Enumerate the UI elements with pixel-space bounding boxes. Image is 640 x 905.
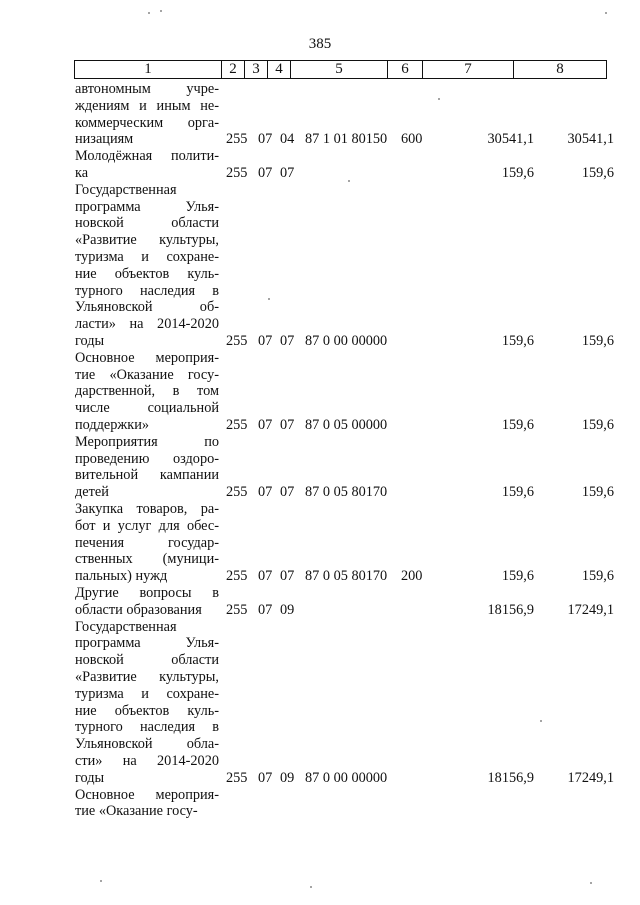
header-col-3: 3 xyxy=(245,61,268,79)
cell-col-4: 07 xyxy=(280,484,295,501)
cell-col-7: 159,6 xyxy=(501,568,534,585)
row-name-line: ждениям и иным не- xyxy=(75,97,219,114)
cell-col-5: 87 1 01 80150 xyxy=(305,131,388,148)
scan-speck xyxy=(348,180,350,182)
cell-col-5: 87 0 05 00000 xyxy=(305,416,388,433)
row-name-line: программа Улья- xyxy=(75,198,219,215)
row-name-line: Мероприятия по xyxy=(75,433,219,450)
cell-col-5: 87 0 00 00000 xyxy=(305,769,388,786)
cell-col-4: 09 xyxy=(280,769,295,786)
cell-col-5: 87 0 00 00000 xyxy=(305,332,388,349)
row-name-line: Другие вопросы в xyxy=(75,585,219,601)
cell-col-4: 07 xyxy=(280,416,295,433)
row-name xyxy=(75,182,219,350)
cell-col-4: 09 xyxy=(280,601,295,618)
table-header xyxy=(74,60,607,79)
cell-col-6: 600 xyxy=(401,131,423,148)
scan-speck xyxy=(160,10,162,12)
cell-col-3: 07 xyxy=(258,601,273,618)
row-name-line: Основное мероприя- xyxy=(75,786,219,803)
scan-speck xyxy=(438,98,440,100)
row-name xyxy=(75,501,219,585)
row-name-line: коммерческим орга- xyxy=(75,114,219,131)
cell-col-6: 200 xyxy=(401,568,423,585)
cell-col-5: 87 0 05 80170 xyxy=(305,484,388,501)
header-col-5: 5 xyxy=(291,61,388,79)
row-name-line: «Развитие культуры, xyxy=(75,668,219,685)
cell-col-3: 07 xyxy=(258,484,273,501)
cell-col-8: 159,6 xyxy=(581,416,614,433)
row-name xyxy=(75,619,219,787)
header-col-2: 2 xyxy=(222,61,245,79)
header-col-4: 4 xyxy=(268,61,291,79)
row-name-line: проведению оздоро- xyxy=(75,450,219,467)
table-row xyxy=(0,501,640,585)
row-name-line: вительной кампании xyxy=(75,467,219,484)
cell-col-3: 07 xyxy=(258,164,273,181)
table-row xyxy=(0,585,640,619)
cell-col-5: 87 0 05 80170 xyxy=(305,568,388,585)
row-name-line: детей xyxy=(75,484,109,501)
header-col-8: 8 xyxy=(514,61,607,79)
row-name-line: турного наследия в xyxy=(75,719,219,736)
row-name xyxy=(75,434,219,501)
row-name-line: пальных) нужд xyxy=(75,568,168,585)
cell-col-2: 255 xyxy=(226,164,248,181)
cell-col-8: 159,6 xyxy=(581,332,614,349)
row-name-line: тие «Оказание госу- xyxy=(75,803,198,820)
row-name-line: Ульяновской обла- xyxy=(75,736,219,753)
cell-col-8: 30541,1 xyxy=(567,131,614,148)
row-name-line: годы xyxy=(75,769,105,786)
cell-col-4: 07 xyxy=(280,332,295,349)
page-number: 385 xyxy=(308,36,332,52)
table-row xyxy=(0,434,640,501)
row-name-line: турного наследия в xyxy=(75,282,219,299)
cell-col-2: 255 xyxy=(226,568,248,585)
row-name xyxy=(75,585,219,619)
cell-col-7: 159,6 xyxy=(501,164,534,181)
scan-speck xyxy=(540,720,542,722)
header-col-7: 7 xyxy=(423,61,514,79)
cell-col-2: 255 xyxy=(226,131,248,148)
row-name-line: сти» на 2014-2020 xyxy=(75,752,219,769)
row-name-line: Государственная xyxy=(75,618,177,635)
table-row xyxy=(0,787,640,821)
row-name-line: туризма и сохране- xyxy=(75,248,219,265)
scan-speck xyxy=(605,12,607,14)
cell-col-7: 159,6 xyxy=(501,332,534,349)
row-name-line: низациям xyxy=(75,131,134,148)
row-name xyxy=(75,350,219,434)
row-name-line: Закупка товаров, ра- xyxy=(75,501,219,517)
cell-col-8: 17249,1 xyxy=(567,769,614,786)
header-col-6: 6 xyxy=(388,61,423,79)
table-row xyxy=(0,619,640,787)
cell-col-8: 159,6 xyxy=(581,568,614,585)
cell-col-3: 07 xyxy=(258,769,273,786)
cell-col-2: 255 xyxy=(226,484,248,501)
cell-col-7: 30541,1 xyxy=(487,131,534,148)
table-row xyxy=(0,350,640,434)
cell-col-3: 07 xyxy=(258,131,273,148)
header-col-1: 1 xyxy=(75,61,222,79)
cell-col-2: 255 xyxy=(226,332,248,349)
row-name-line: ка xyxy=(75,164,89,181)
cell-col-7: 159,6 xyxy=(501,484,534,501)
row-name-line: бот и услуг для обес- xyxy=(75,517,219,534)
cell-col-4: 07 xyxy=(280,164,295,181)
cell-col-4: 07 xyxy=(280,568,295,585)
row-name-line: Молодёжная полити- xyxy=(75,148,219,165)
row-name-line: области образования xyxy=(75,601,202,618)
cell-col-2: 255 xyxy=(226,601,248,618)
row-name-line: ние объектов куль- xyxy=(75,702,219,719)
row-name-line: ласти» на 2014-2020 xyxy=(75,316,219,333)
cell-col-8: 159,6 xyxy=(581,164,614,181)
scan-speck xyxy=(310,886,312,888)
row-name-line: ние объектов куль- xyxy=(75,265,219,282)
cell-col-2: 255 xyxy=(226,769,248,786)
row-name-line: Государственная xyxy=(75,181,177,198)
row-name-line: поддержки» xyxy=(75,416,150,433)
row-name xyxy=(75,148,219,182)
table-row xyxy=(0,182,640,350)
cell-col-8: 17249,1 xyxy=(567,601,614,618)
row-name-line: числе социальной xyxy=(75,400,219,417)
row-name-line: Основное мероприя- xyxy=(75,349,219,366)
cell-col-7: 18156,9 xyxy=(487,601,534,618)
scan-speck xyxy=(100,880,102,882)
row-name-line: туризма и сохране- xyxy=(75,685,219,702)
row-name-line: дарственной, в том xyxy=(75,383,219,400)
row-name xyxy=(75,81,219,148)
scan-speck xyxy=(590,882,592,884)
row-name-line: годы xyxy=(75,332,105,349)
row-name-line: ственных (муници- xyxy=(75,551,219,568)
cell-col-7: 18156,9 xyxy=(487,769,534,786)
row-name-line: новской области xyxy=(75,215,219,232)
row-name-line: тие «Оказание госу- xyxy=(75,366,219,383)
scan-speck xyxy=(148,12,150,14)
cell-col-7: 159,6 xyxy=(501,416,534,433)
cell-col-4: 04 xyxy=(280,131,295,148)
cell-col-2: 255 xyxy=(226,416,248,433)
cell-col-3: 07 xyxy=(258,332,273,349)
table-row xyxy=(0,81,640,148)
cell-col-8: 159,6 xyxy=(581,484,614,501)
cell-col-3: 07 xyxy=(258,568,273,585)
cell-col-3: 07 xyxy=(258,416,273,433)
table-row xyxy=(0,148,640,182)
row-name-line: печения государ- xyxy=(75,534,219,551)
row-name-line: «Развитие культуры, xyxy=(75,232,219,249)
row-name-line: Ульяновской об- xyxy=(75,299,219,316)
row-name-line: автономным учре- xyxy=(75,81,219,97)
scan-speck xyxy=(268,298,270,300)
row-name-line: новской области xyxy=(75,652,219,669)
row-name xyxy=(75,787,219,821)
row-name-line: программа Улья- xyxy=(75,635,219,652)
